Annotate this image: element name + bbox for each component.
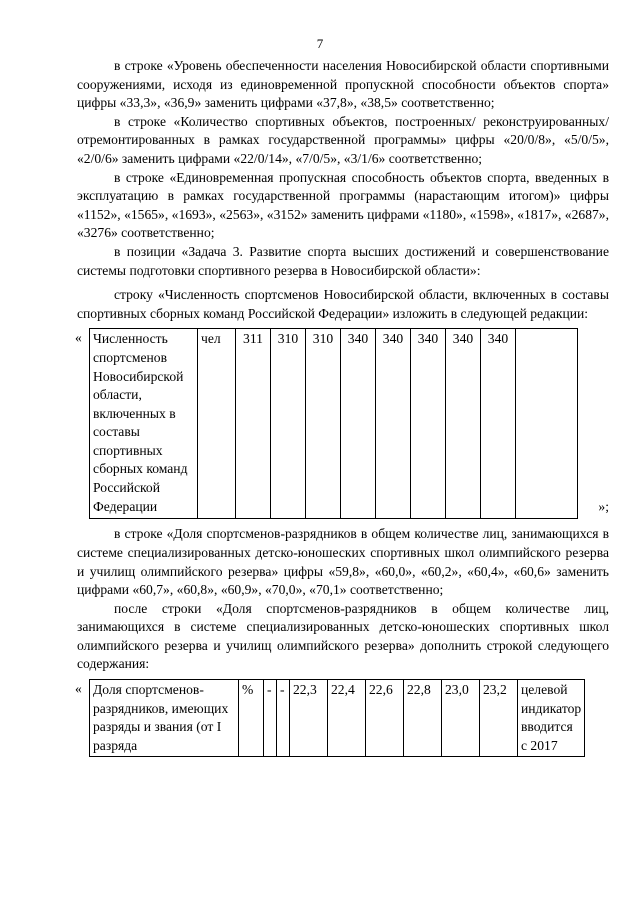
indicator-table-athletes [77,328,609,519]
paragraph: в строке «Количество спортивных объектов, построенных/ реконструированных/ отремонтированных в рамках государственной программы» цифры «20/0/8», «5/0/5», «2/0/6» заменить цифрами «22/0/14», «7/0/5», «3/1/6» соответственно; [77,113,609,166]
paragraph: в позиции «Задача 3. Развитие спорта высших достижений и совершенствование системы подготовки спортивного резерва в Новосибирской области»: [77,243,609,278]
unit-cell: % [239,680,264,757]
note-cell: целевой индикатор вводится с 2017 [518,680,585,757]
paragraph: в строке «Единовременная пропускная способность объектов спорта, введенных в эксплуатацию в рамках государственной программы (нарастающим итогом)» цифры «1152», «1565», «1693», «2563», «3152» заменить цифрами «1180», «1598», «1817», «2687», «3276» соответственно; [77,169,609,241]
table-row [90,329,578,519]
indicator-table-ranked-athletes [77,679,609,757]
value-cell: - [264,680,277,757]
value-cell: - [277,680,290,757]
value-cell: 23,0 [442,680,480,757]
page-number: 7 [316,36,324,51]
value-cell: 340 [411,329,446,519]
indicator-name-cell: Доля спортсменов-разрядников, имеющих разряды и звания (от I разряда [90,680,239,757]
table-row [90,680,585,757]
unit-cell: чел [198,329,236,519]
indicator-name-cell: Численность спортсменов Новосибирской области, включенных в составы спортивных сборных команд Российской Федерации [90,329,198,519]
closing-quote: »; [598,498,609,514]
value-cell: 22,3 [290,680,328,757]
opening-quote: « [75,330,82,346]
opening-quote: « [75,681,82,697]
paragraph: после строки «Доля спортсменов-разрядников в общем количестве лиц, занимающихся в системе специализированных детско-юношеских спортивных школ олимпийского резерва и училищ олимпийского резерва» дополнить строкой следующего содержания: [77,600,609,672]
value-cell: 340 [446,329,481,519]
paragraph: в строке «Уровень обеспеченности населения Новосибирской области спортивными сооружениями, исходя из единовременной пропускной способности объектов спорта» цифры «33,3», «36,9» заменить цифрами «37,8», «38,5» соответственно; [77,58,609,111]
note-cell [516,329,578,519]
value-cell: 22,6 [366,680,404,757]
value-cell: 22,8 [404,680,442,757]
value-cell: 340 [341,329,376,519]
paragraph: строку «Численность спортсменов Новосибирской области, включенных в составы спортивных сборных команд Российской Федерации» изложить в следующей редакции: [77,287,609,321]
value-cell: 310 [271,329,306,519]
value-cell: 23,2 [480,680,518,757]
paragraph: в строке «Доля спортсменов-разрядников в общем количестве лиц, занимающихся в системе специализированных детско-юношеских спортивных школ олимпийского резерва и училищ олимпийского резерва» цифры «59,8», «60,0», «60,2», «60,4», «60,6» заменить цифрами «60,7», «60,8», «60,9», «70,0», «70,1» соответственно; [77,526,609,598]
value-cell: 310 [306,329,341,519]
value-cell: 340 [481,329,516,519]
value-cell: 22,4 [328,680,366,757]
value-cell: 311 [236,329,271,519]
document-body [77,57,609,757]
value-cell: 340 [376,329,411,519]
